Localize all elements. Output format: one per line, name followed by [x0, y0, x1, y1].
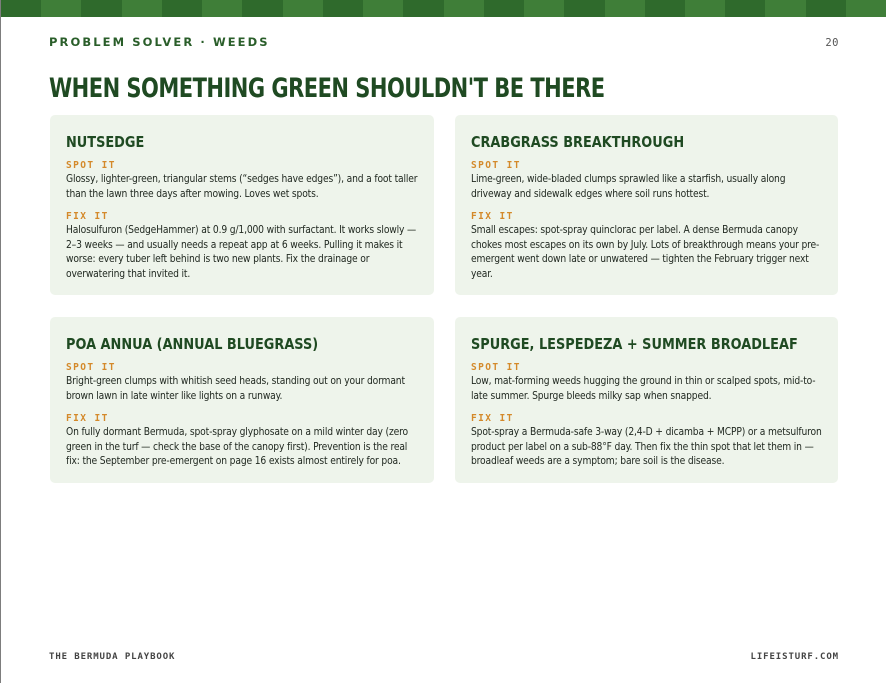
fix-it-text: On fully dormant Bermuda, spot-spray glyphosate on a mild winter day (zero green in the turf — check the base of the canopy first). Prevention is the real fix: the September pre-emergent on page 16 exists almost entirely for poa.: [66, 427, 408, 467]
band-stripe: [81, 0, 121, 17]
spot-it-label: SPOT IT: [66, 362, 116, 373]
footer-publication-title: THE BERMUDA PLAYBOOK: [49, 652, 176, 662]
band-stripe: [645, 0, 685, 17]
card-title: CRABGRASS BREAKTHROUGH: [471, 133, 685, 151]
band-stripe: [765, 0, 805, 17]
section-kicker: PROBLEM SOLVER · WEEDS: [49, 35, 270, 49]
band-stripe: [323, 0, 363, 17]
band-stripe: [41, 0, 81, 17]
band-stripe: [403, 0, 443, 17]
band-stripe: [202, 0, 242, 17]
band-stripe: [725, 0, 765, 17]
spot-it-label: SPOT IT: [66, 160, 116, 171]
band-stripe: [283, 0, 323, 17]
band-stripe: [162, 0, 202, 17]
fix-it-text: Halosulfuron (SedgeHammer) at 0.9 g/1,000 with surfactant. It works slowly — 2–3 weeks — and usually needs a repeat app at 6 weeks. Pulling it makes it worse: every tuber left behind is two new plants. Fix the drainage or overwatering that invited it.: [66, 225, 417, 280]
weed-card-crabgrass: [455, 115, 838, 295]
band-stripe: [524, 0, 564, 17]
band-stripe: [444, 0, 484, 17]
fix-it-label: FIX IT: [66, 413, 109, 424]
spot-it-text: Glossy, lighter-green, triangular stems (“sedges have edges”), and a foot taller than the lawn three days after mowing. Loves wet spots.: [66, 174, 418, 200]
card-title: NUTSEDGE: [66, 133, 145, 151]
fix-it-label: FIX IT: [66, 211, 109, 222]
card-title: POA ANNUA (ANNUAL BLUEGRASS): [66, 335, 319, 353]
band-stripe: [1, 0, 41, 17]
band-stripe: [806, 0, 846, 17]
fix-it-text: Spot-spray a Bermuda-safe 3-way (2,4-D + dicamba + MCPP) or a metsulfuron product per label on a sub-88°F day. Then fix the thin spot that let them in — broadleaf weeds are a symptom; bare soil is the disease.: [471, 427, 822, 467]
band-stripe: [363, 0, 403, 17]
card-title: SPURGE, LESPEDEZA + SUMMER BROADLEAF: [471, 335, 798, 353]
page-edge: [0, 0, 1, 683]
spot-it-text: Low, mat-forming weeds hugging the ground in thin or scalped spots, mid-to-late summer. Spurge bleeds milky sap when snapped.: [471, 376, 816, 402]
top-color-band: [1, 0, 886, 17]
spot-it-text: Bright-green clumps with whitish seed heads, standing out on your dormant brown lawn in late winter like lights on a runway.: [66, 376, 405, 402]
band-stripe: [605, 0, 645, 17]
spot-it-text: Lime-green, wide-bladed clumps sprawled like a starfish, usually along driveway and sidewalk edges where soil runs hottest.: [471, 174, 786, 200]
weed-card-summer-broadleaf: [455, 317, 838, 483]
band-stripe: [484, 0, 524, 17]
fix-it-text: Small escapes: spot-spray quinclorac per label. A dense Bermuda canopy chokes most escapes on its own by July. Lots of breakthrough means your pre-emergent went down late or unwatered — tighten the February trigger next year.: [471, 225, 820, 280]
footer-website: LIFEISTURF.COM: [750, 652, 839, 662]
fix-it-label: FIX IT: [471, 413, 514, 424]
weed-card-poa-annua: [50, 317, 434, 483]
spot-it-label: SPOT IT: [471, 160, 521, 171]
band-stripe: [564, 0, 604, 17]
band-stripe: [846, 0, 886, 17]
page-title: WHEN SOMETHING GREEN SHOULDN'T BE THERE: [49, 73, 605, 104]
fix-it-label: FIX IT: [471, 211, 514, 222]
page-number: 20: [825, 37, 839, 49]
band-stripe: [122, 0, 162, 17]
band-stripe: [685, 0, 725, 17]
weed-card-nutsedge: [50, 115, 434, 295]
spot-it-label: SPOT IT: [471, 362, 521, 373]
band-stripe: [242, 0, 282, 17]
